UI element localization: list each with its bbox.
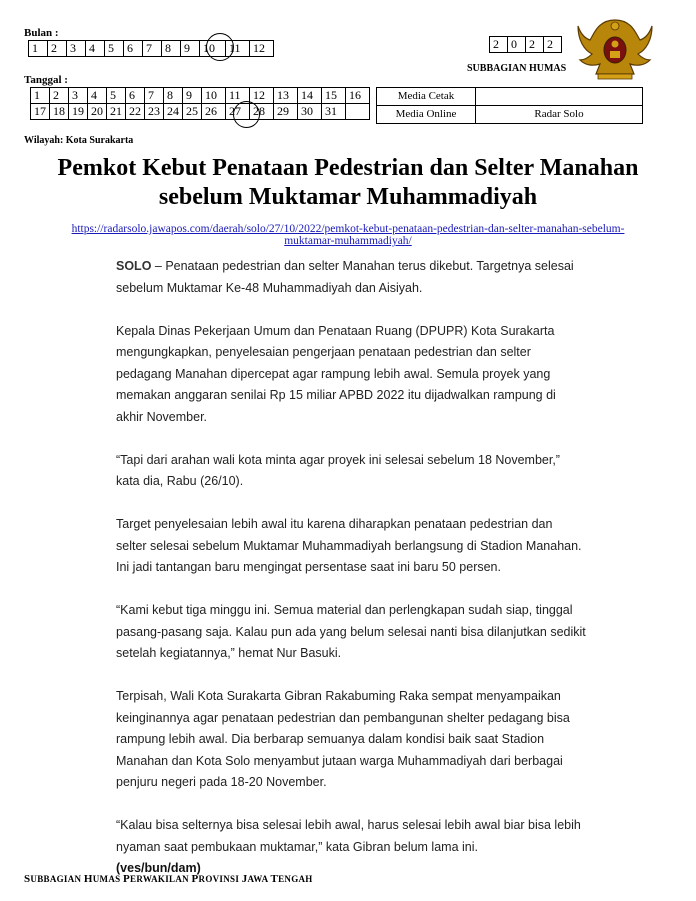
date-cell: 30: [298, 104, 322, 120]
paragraph-2: Kepala Dinas Pekerjaan Umum dan Penataan Ruang (DPUPR) Kota Surakarta mengungkapkan, penyelesaian pengerjaan penataan pedestrian dan selter pedagang Manahan dipercepat agar rampung lebih awal. Semula proyek yang memakan anggaran senilai Rp 15 miliar APBD 2022 itu dijadwalkan rampung di akhir November.: [116, 323, 556, 424]
month-cell: 2: [48, 41, 67, 57]
media-row-online: [377, 106, 643, 124]
date-cell: 15: [322, 88, 346, 104]
media-row-cetak: [377, 88, 643, 106]
paragraph-1: [116, 256, 586, 299]
media-label: Media Online: [377, 106, 476, 124]
media-table: [376, 87, 643, 124]
month-cell: 11: [226, 41, 250, 57]
article-body: [116, 256, 586, 880]
paragraph-7: “Kalau bisa selternya bisa selesai lebih awal, harus selesai lebih awal biar bisa lebih nyaman saat pembukaan muktamar,” kata Gibran belum lama ini.: [116, 818, 581, 854]
paragraph-3: “Tapi dari arahan wali kota minta agar proyek ini selesai sebelum 18 November,” kata dia, Rabu (26/10).: [116, 452, 560, 488]
date-cell: 21: [107, 104, 126, 120]
date-cell: 10: [202, 88, 226, 104]
date-cell: 9: [183, 88, 202, 104]
month-cell: 6: [124, 41, 143, 57]
date-cell: 5: [107, 88, 126, 104]
date-cell: 14: [298, 88, 322, 104]
dateline: SOLO: [116, 259, 152, 273]
wilayah-label: Wilayah: Kota Surakarta: [24, 135, 134, 146]
date-cell: 28: [250, 104, 274, 120]
date-cell: 18: [50, 104, 69, 120]
date-cell: 31: [322, 104, 346, 120]
paragraph-1-text: – Penataan pedestrian dan selter Manahan terus dikebut. Targetnya selesai sebelum Muktamar Ke-48 Muhammadiyah dan Aisiyah.: [116, 259, 574, 295]
month-cell: 9: [181, 41, 200, 57]
date-cell: 12: [250, 88, 274, 104]
paragraph-6: Terpisah, Wali Kota Surakarta Gibran Rakabuming Raka sempat menyampaikan keinginannya agar penataan pedestrian dan pembangunan shelter pedagang bisa rampung lebih awal. Dia berbarap semuanya dalam kondisi baik saat Stadion Manahan dan Kota Solo menyambut jutaan warga Muhammadiyah dari berbagai penjuru negeri pada 18-20 November.: [116, 689, 570, 789]
date-cell: 13: [274, 88, 298, 104]
year-digit-cell: 0: [508, 37, 526, 53]
date-cell: 22: [126, 104, 145, 120]
date-cell: 20: [88, 104, 107, 120]
date-cell: 4: [88, 88, 107, 104]
date-cell: 26: [202, 104, 226, 120]
month-cell: 8: [162, 41, 181, 57]
article-title-line1: Pemkot Kebut Penataan Pedestrian dan Selter Manahan: [57, 155, 639, 181]
date-cell: 3: [69, 88, 88, 104]
subbagian-label: SUBBAGIAN HUMAS: [467, 63, 567, 74]
date-cell: 23: [145, 104, 164, 120]
date-cell: 6: [126, 88, 145, 104]
year-digit-cell: 2: [490, 37, 508, 53]
tanggal-label: Tanggal :: [24, 74, 68, 86]
media-value: Radar Solo: [476, 106, 643, 124]
selected-date-circle: [233, 101, 260, 128]
year-digit-cell: 2: [544, 37, 562, 53]
garuda-emblem-logo: [576, 14, 654, 89]
month-cell: 3: [67, 41, 86, 57]
month-cell: 4: [86, 41, 105, 57]
date-cell: 27: [226, 104, 250, 120]
month-cell: 5: [105, 41, 124, 57]
paragraph-4: Target penyelesaian lebih awal itu karena diharapkan penataan pedestrian dan selter selesai sebelum Muktamar Muhammadiyah berlangsung di Stadion Manahan. Ini jadi tantangan baru mengingat persentase saat ini baru 50 persen.: [116, 517, 582, 574]
date-cell: 19: [69, 104, 88, 120]
date-cell: 1: [31, 88, 50, 104]
year-grid: [489, 36, 562, 53]
media-value: [476, 88, 643, 106]
date-cell: 7: [145, 88, 164, 104]
date-cell: 29: [274, 104, 298, 120]
month-cell: 7: [143, 41, 162, 57]
date-cell: [346, 104, 370, 120]
date-cell: 17: [31, 104, 50, 120]
bulan-label: Bulan :: [24, 27, 59, 39]
date-grid: [30, 87, 370, 120]
date-cell: 11: [226, 88, 250, 104]
article-title: [0, 154, 696, 212]
paragraph-5: “Kami kebut tiga minggu ini. Semua material dan perlengkapan sudah siap, tinggal pasang-pasang saja. Kalau pun ada yang belum selesai nanti bisa dilanjutkan sedikit setelah kegiatannya,” hemat Nur Basuki.: [116, 603, 586, 660]
month-grid: [28, 40, 274, 57]
date-cell: 2: [50, 88, 69, 104]
date-cell: 25: [183, 104, 202, 120]
month-cell: 10: [200, 41, 226, 57]
footer-text: SUBBAGIAN HUMAS PERWAKILAN PROVINSI JAWA TENGAH: [24, 873, 313, 885]
selected-month-circle: [206, 33, 234, 61]
media-label: Media Cetak: [377, 88, 476, 106]
date-cell: 8: [164, 88, 183, 104]
month-cell: 1: [29, 41, 48, 57]
article-url-link[interactable]: [20, 223, 676, 247]
byline: (ves/bun/dam): [116, 861, 201, 875]
date-cell: 16: [346, 88, 370, 104]
date-cell: 24: [164, 104, 183, 120]
month-cell: 12: [250, 41, 274, 57]
article-url-line1[interactable]: https://radarsolo.jawapos.com/daerah/solo/27/10/2022/pemkot-kebut-penataan-pedestrian-dan-selter-manahan-sebelum-: [71, 223, 625, 235]
year-digit-cell: 2: [526, 37, 544, 53]
article-url-line2[interactable]: muktamar-muhammadiyah/: [284, 235, 412, 247]
article-title-line2: sebelum Muktamar Muhammadiyah: [158, 184, 538, 210]
